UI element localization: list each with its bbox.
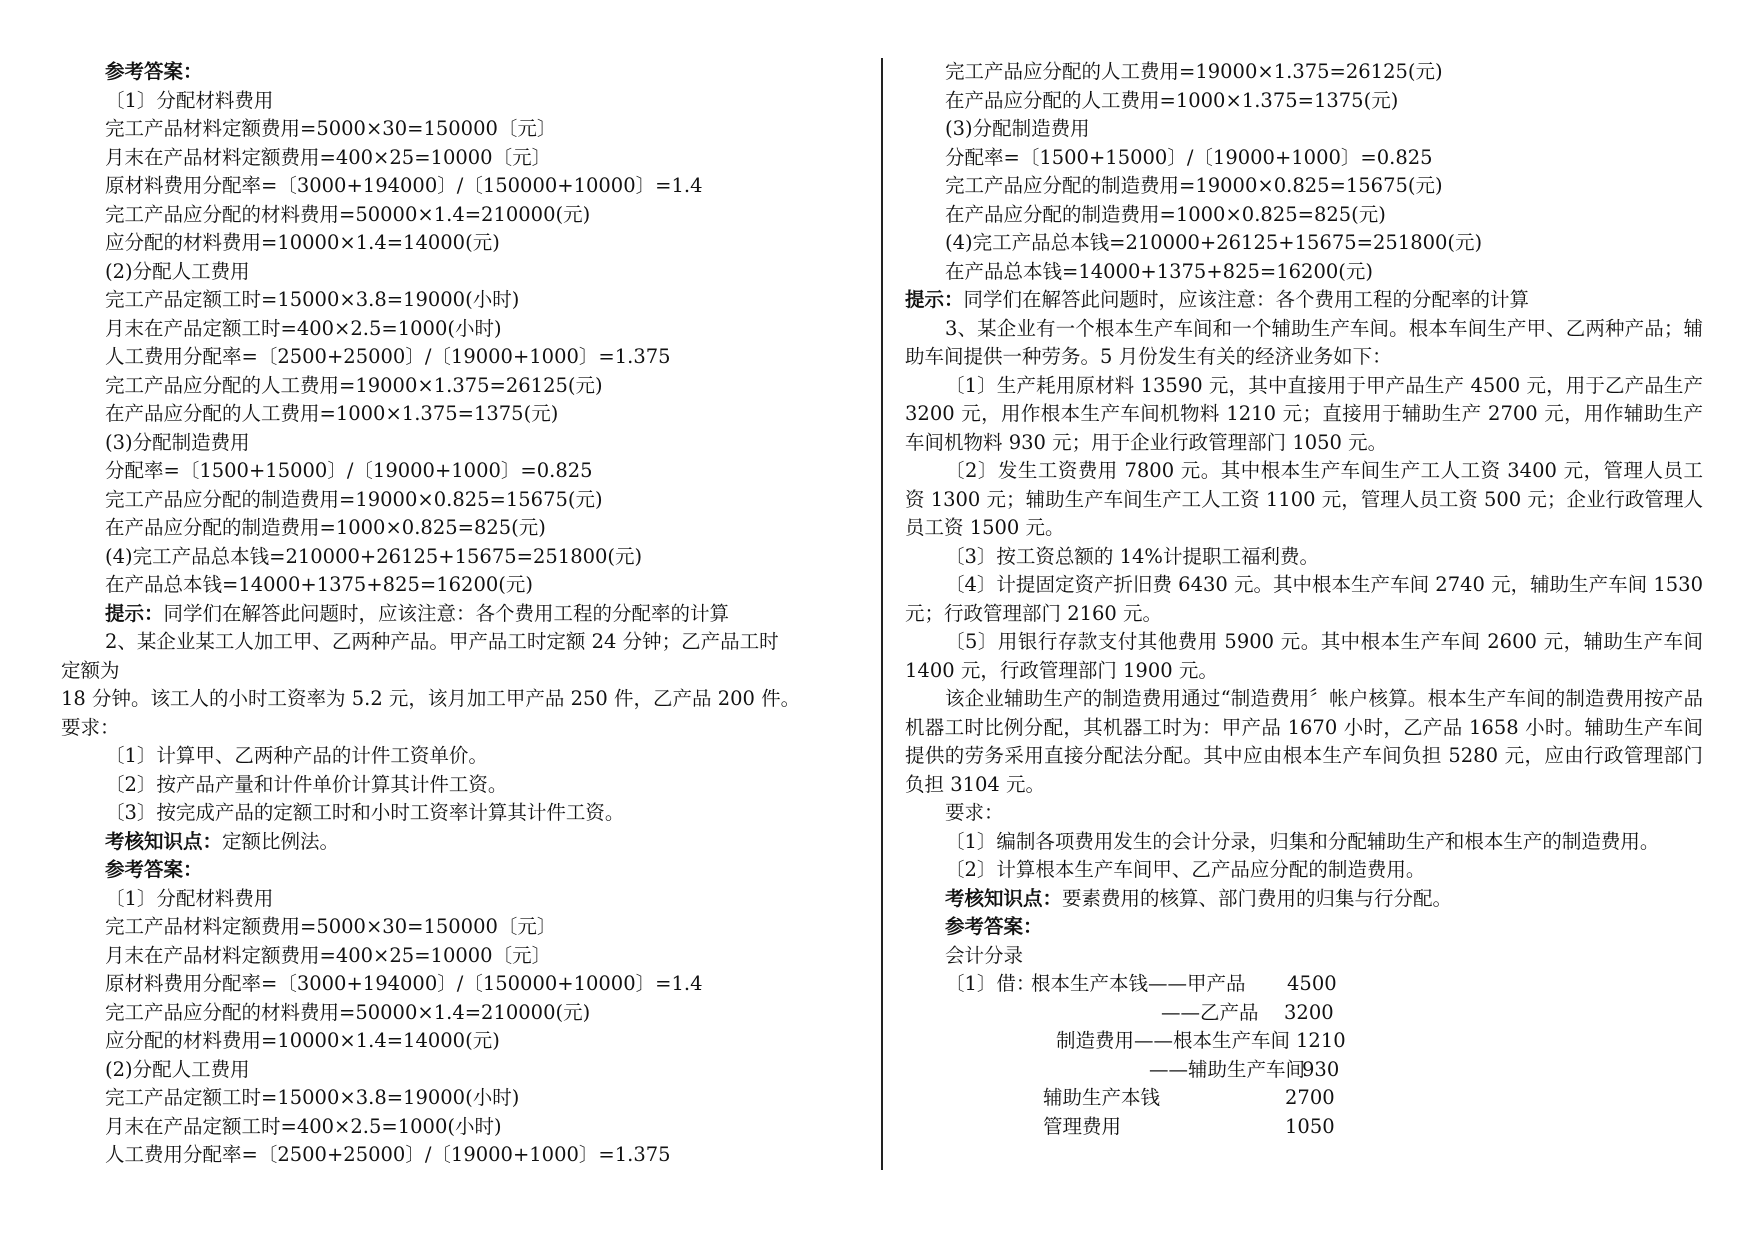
- journal-account: 辅助生产本钱: [1043, 1086, 1161, 1109]
- requirement-item: 〔1〕计算甲、乙两种产品的计件工资单价。: [105, 744, 488, 767]
- knowledge-point-label: 考核知识点：: [105, 829, 223, 853]
- answer-line: 完工产品应分配的材料费用=50000×1.4=210000(元): [105, 202, 591, 226]
- knowledge-point-text: 要素费用的核算、部门费用的归集与行分配。: [1062, 886, 1453, 910]
- left-column: [61, 58, 861, 1170]
- journal-prefix: 〔1〕借：: [945, 972, 1036, 995]
- answer-line: 完工产品应分配的人工费用=19000×1.375=26125(元): [105, 373, 603, 397]
- journal-entry: [905, 1113, 1703, 1142]
- answer-line: 月末在产品材料定额费用=400×25=10000〔元〕: [105, 943, 552, 967]
- hint-line: [905, 286, 1703, 315]
- requirement-item: 〔2〕计算根本生产车间甲、乙产品应分配的制造费用。: [945, 858, 1426, 881]
- journal-account: 管理费用: [1043, 1114, 1122, 1138]
- answer-line: 应分配的材料费用=10000×1.4=14000(元): [105, 1029, 500, 1052]
- answer-line: 完工产品应分配的人工费用=19000×1.375=26125(元): [945, 60, 1443, 83]
- answer-heading: 参考答案：: [105, 60, 203, 83]
- journal-account: ——辅助生产车间: [1149, 1057, 1306, 1081]
- answer-line: 完工产品材料定额费用=5000×30=150000〔元〕: [105, 915, 557, 938]
- answer-line: 完工产品定额工时=15000×3.8=19000(小时): [105, 1086, 520, 1109]
- journal-title: 会计分录: [945, 943, 1024, 967]
- answer-line: 原材料费用分配率=〔3000+194000〕/〔150000+10000〕=1.4: [105, 174, 703, 197]
- answer-line: 在产品应分配的制造费用=1000×0.825=825(元): [105, 516, 546, 539]
- problem-3-item: 〔2〕发生工资费用 7800 元。其中根本生产车间生产工人工资 3400 元，管理人员工资 1300 元；辅助生产车间生产工人工资 1100 元，管理人员工资 500 元；企业行政管理人员工资 1500 元。: [905, 459, 1703, 539]
- answer-line: 人工费用分配率=〔2500+25000〕/〔19000+1000〕=1.375: [105, 345, 671, 368]
- knowledge-point-text: 定额比例法。: [222, 829, 340, 853]
- journal-account: ——乙产品: [1161, 1000, 1259, 1024]
- problem-3-intro: 3、某企业有一个根本生产车间和一个辅助生产车间。根本车间生产甲、乙两种产品；辅助车间提供一种劳务。5 月份发生有关的经济业务如下：: [905, 316, 1703, 368]
- answer-heading: 参考答案：: [945, 915, 1043, 938]
- answer-line: 〔1〕分配材料费用: [105, 88, 274, 112]
- journal-amount: 2700: [1285, 1086, 1335, 1109]
- answer-line: 分配率=〔1500+15000〕/〔19000+1000〕=0.825: [105, 459, 593, 482]
- answer-line: 在产品应分配的人工费用=1000×1.375=1375(元): [945, 88, 1399, 112]
- knowledge-point-label: 考核知识点：: [945, 886, 1063, 910]
- problem-3-requirements-label: 要求：: [945, 801, 1004, 824]
- journal-entry: [905, 1056, 1703, 1085]
- answer-line: 月末在产品定额工时=400×2.5=1000(小时): [105, 316, 502, 340]
- answer-line: 完工产品材料定额费用=5000×30=150000〔元〕: [105, 117, 557, 140]
- problem-3-item: 〔3〕按工资总额的 14%计提职工福利费。: [945, 544, 1319, 568]
- answer-line: 完工产品应分配的制造费用=19000×0.825=15675(元): [105, 487, 603, 511]
- hint-text: 同学们在解答此问题时，应该注意：各个费用工程的分配率的计算: [963, 288, 1530, 311]
- journal-entry: [905, 999, 1703, 1028]
- journal-entry: [905, 1027, 1703, 1056]
- hint-line: [61, 600, 861, 629]
- knowledge-point: [905, 885, 1703, 914]
- answer-line: 在产品总本钱=14000+1375+825=16200(元): [105, 573, 533, 596]
- journal-entry: [905, 1084, 1703, 1113]
- problem-3-item: 〔5〕用银行存款支付其他费用 5900 元。其中根本生产车间 2600 元，辅助生产车间 1400 元，行政管理部门 1900 元。: [905, 630, 1703, 682]
- answer-line: (2)分配人工费用: [105, 1057, 250, 1081]
- journal-amount: 930: [1302, 1057, 1340, 1081]
- answer-line: 在产品总本钱=14000+1375+825=16200(元): [945, 259, 1373, 283]
- journal-entry: [905, 970, 1703, 999]
- requirement-item: 〔1〕编制各项费用发生的会计分录，归集和分配辅助生产和根本生产的制造费用。: [945, 829, 1660, 853]
- journal-amount: 1050: [1285, 1114, 1335, 1138]
- problem-3-note: 该企业辅助生产的制造费用通过“制造费用〞帐户核算。根本生产车间的制造费用按产品机器工时比例分配，其机器工时为：甲产品 1670 小时，乙产品 1658 小时。辅助生产车间提供的劳务采用直接分配法分配。其中应由根本生产车间负担 5280 元，应由行政管理部门负担 3104 元。: [905, 687, 1703, 796]
- hint-label: 提示：: [105, 601, 164, 625]
- right-column: [905, 58, 1703, 1141]
- answer-line: 人工费用分配率=〔2500+25000〕/〔19000+1000〕=1.375: [105, 1143, 671, 1166]
- journal-amount: 4500: [1287, 972, 1337, 995]
- answer-line: (4)完工产品总本钱=210000+26125+15675=251800(元): [945, 231, 1483, 254]
- problem-2-text: 定额为: [61, 658, 120, 682]
- hint-label: 提示：: [905, 288, 964, 311]
- problem-3-item: 〔4〕计提固定资产折旧费 6430 元。其中根本生产车间 2740 元，辅助生产车间 1530 元；行政管理部门 2160 元。: [905, 573, 1703, 625]
- answer-line: 应分配的材料费用=10000×1.4=14000(元): [105, 231, 500, 254]
- answer-line: 在产品应分配的制造费用=1000×0.825=825(元): [945, 202, 1386, 226]
- journal-account: 制造费用——根本生产车间: [1056, 1029, 1291, 1052]
- problem-3-item: 〔1〕生产耗用原材料 13590 元，其中直接用于甲产品生产 4500 元，用于乙产品生产 3200 元，用作根本生产车间机物料 1210 元；直接用于辅助生产 2700 元，用作辅助生产车间机物料 930 元；用于企业行政管理部门 1050 元。: [905, 373, 1703, 454]
- answer-heading: 参考答案：: [105, 858, 203, 881]
- answer-line: 完工产品应分配的制造费用=19000×0.825=15675(元): [945, 174, 1443, 197]
- answer-line: (2)分配人工费用: [105, 259, 250, 283]
- column-divider: [881, 58, 883, 1170]
- answer-line: 分配率=〔1500+15000〕/〔19000+1000〕=0.825: [945, 145, 1433, 169]
- answer-line: 月末在产品定额工时=400×2.5=1000(小时): [105, 1114, 502, 1138]
- requirement-item: 〔2〕按产品产量和计件单价计算其计件工资。: [105, 772, 508, 796]
- answer-line: 月末在产品材料定额费用=400×25=10000〔元〕: [105, 145, 552, 169]
- problem-2-text: 18 分钟。该工人的小时工资率为 5.2 元，该月加工甲产品 250 件，乙产品 200 件。: [61, 687, 801, 710]
- journal-amount: 1210: [1296, 1029, 1346, 1052]
- journal-amount: 3200: [1284, 1000, 1334, 1024]
- problem-2-text: 2、某企业某工人加工甲、乙两种产品。甲产品工时定额 24 分钟；乙产品工时: [105, 630, 779, 653]
- hint-text: 同学们在解答此问题时，应该注意：各个费用工程的分配率的计算: [163, 601, 730, 625]
- requirement-item: 〔3〕按完成产品的定额工时和小时工资率计算其计件工资。: [105, 801, 625, 824]
- answer-line: (3)分配制造费用: [105, 430, 250, 454]
- problem-2-requirements-label: 要求：: [61, 715, 120, 739]
- journal-account: 根本生产本钱——甲产品: [1031, 972, 1246, 995]
- knowledge-point: [61, 828, 861, 857]
- answer-line: (4)完工产品总本钱=210000+26125+15675=251800(元): [105, 544, 643, 568]
- answer-line: 原材料费用分配率=〔3000+194000〕/〔150000+10000〕=1.4: [105, 972, 703, 995]
- answer-line: 完工产品应分配的材料费用=50000×1.4=210000(元): [105, 1000, 591, 1024]
- answer-line: 〔1〕分配材料费用: [105, 886, 274, 910]
- answer-line: (3)分配制造费用: [945, 117, 1090, 140]
- answer-line: 完工产品定额工时=15000×3.8=19000(小时): [105, 288, 520, 311]
- answer-line: 在产品应分配的人工费用=1000×1.375=1375(元): [105, 402, 559, 425]
